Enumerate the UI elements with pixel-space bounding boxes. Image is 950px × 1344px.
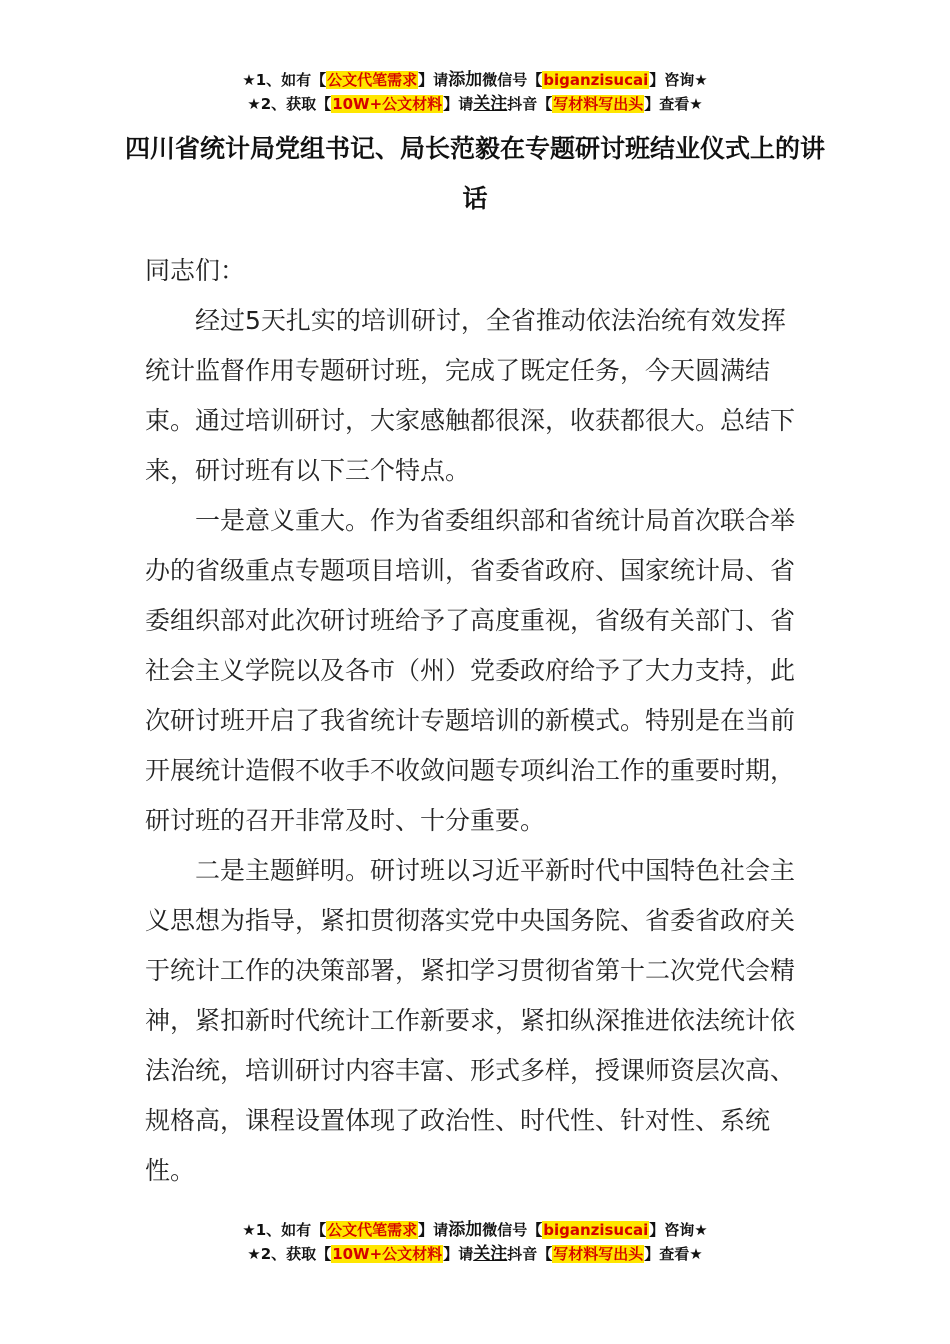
banner-text: 】请 bbox=[418, 71, 449, 89]
banner-text: 】请 bbox=[443, 1245, 474, 1263]
banner-text: 抖音【 bbox=[507, 95, 553, 113]
banner-text: 】咨询★ bbox=[649, 1221, 708, 1239]
paragraph: 二是主题鲜明。研讨班以习近平新时代中国特色社会主义思想为指导，紧扣贯彻落实党中央国务院、省委省政府关于统计工作的决策部署，紧扣学习贯彻省第十二次党代会精神，紧扣新时代统计工作新要求，紧扣纵深推进依法统计依法治统，培训研讨内容丰富、形式多样，授课师资层次高、规格高，课程设置体现了政治性、时代性、针对性、系统性。 bbox=[145, 856, 796, 1185]
banner-line-2 bbox=[0, 92, 950, 116]
banner-line-2 bbox=[0, 1242, 950, 1266]
paragraph: 经过5天扎实的培训研讨，全省推动依法治统有效发挥统计监督作用专题研讨班，完成了既定任务，今天圆满结束。通过培训研讨，大家感触都很深，收获都很大。总结下来，研讨班有以下三个特点。 bbox=[145, 306, 796, 485]
banner-highlight: 公文代笔需求 bbox=[327, 71, 418, 89]
greeting: 同志们： bbox=[145, 256, 246, 285]
document-body bbox=[145, 246, 805, 1196]
banner-text: ★2、获取【 bbox=[247, 1245, 332, 1263]
banner-text: 】请 bbox=[418, 1221, 449, 1239]
banner-highlight: biganzisucai bbox=[543, 1221, 649, 1239]
banner-text: ★2、获取【 bbox=[247, 95, 332, 113]
banner-highlight: 10W+公文材料 bbox=[332, 1245, 443, 1263]
banner-text: 微信号【 bbox=[482, 71, 543, 89]
banner-text: 微信号【 bbox=[482, 1221, 543, 1239]
banner-emphasis: 添加 bbox=[448, 1220, 483, 1240]
paragraph: 一是意义重大。作为省委组织部和省统计局首次联合举办的省级重点专题项目培训，省委省政府、国家统计局、省委组织部对此次研讨班给予了高度重视，省级有关部门、省社会主义学院以及各市（州）党委政府给予了大力支持，此次研讨班开启了我省统计专题培训的新模式。特别是在当前开展统计造假不收手不收敛问题专项纠治工作的重要时期，研讨班的召开非常及时、十分重要。 bbox=[145, 506, 796, 835]
banner-text: 】查看★ bbox=[644, 95, 703, 113]
banner-text: 】查看★ bbox=[644, 1245, 703, 1263]
banner-highlight: 写材料写出头 bbox=[553, 1245, 644, 1263]
banner-highlight: 公文代笔需求 bbox=[327, 1221, 418, 1239]
banner-highlight: biganzisucai bbox=[543, 71, 649, 89]
banner-line-1 bbox=[0, 68, 950, 92]
banner-emphasis: 添加 bbox=[448, 70, 483, 90]
banner-text: ★1、如有【 bbox=[242, 71, 327, 89]
banner-text: 】咨询★ bbox=[649, 71, 708, 89]
banner-text: 抖音【 bbox=[507, 1245, 553, 1263]
header-banner bbox=[0, 68, 950, 116]
banner-highlight: 写材料写出头 bbox=[553, 95, 644, 113]
footer-banner bbox=[0, 1218, 950, 1266]
banner-text: ★1、如有【 bbox=[242, 1221, 327, 1239]
banner-emphasis: 关注 bbox=[473, 1244, 508, 1264]
document-title: 四川省统计局党组书记、局长范毅在专题研讨班结业仪式上的讲话 bbox=[124, 134, 825, 213]
banner-highlight: 10W+公文材料 bbox=[332, 95, 443, 113]
banner-line-1 bbox=[0, 1218, 950, 1242]
banner-emphasis: 关注 bbox=[473, 94, 508, 114]
banner-text: 】请 bbox=[443, 95, 474, 113]
